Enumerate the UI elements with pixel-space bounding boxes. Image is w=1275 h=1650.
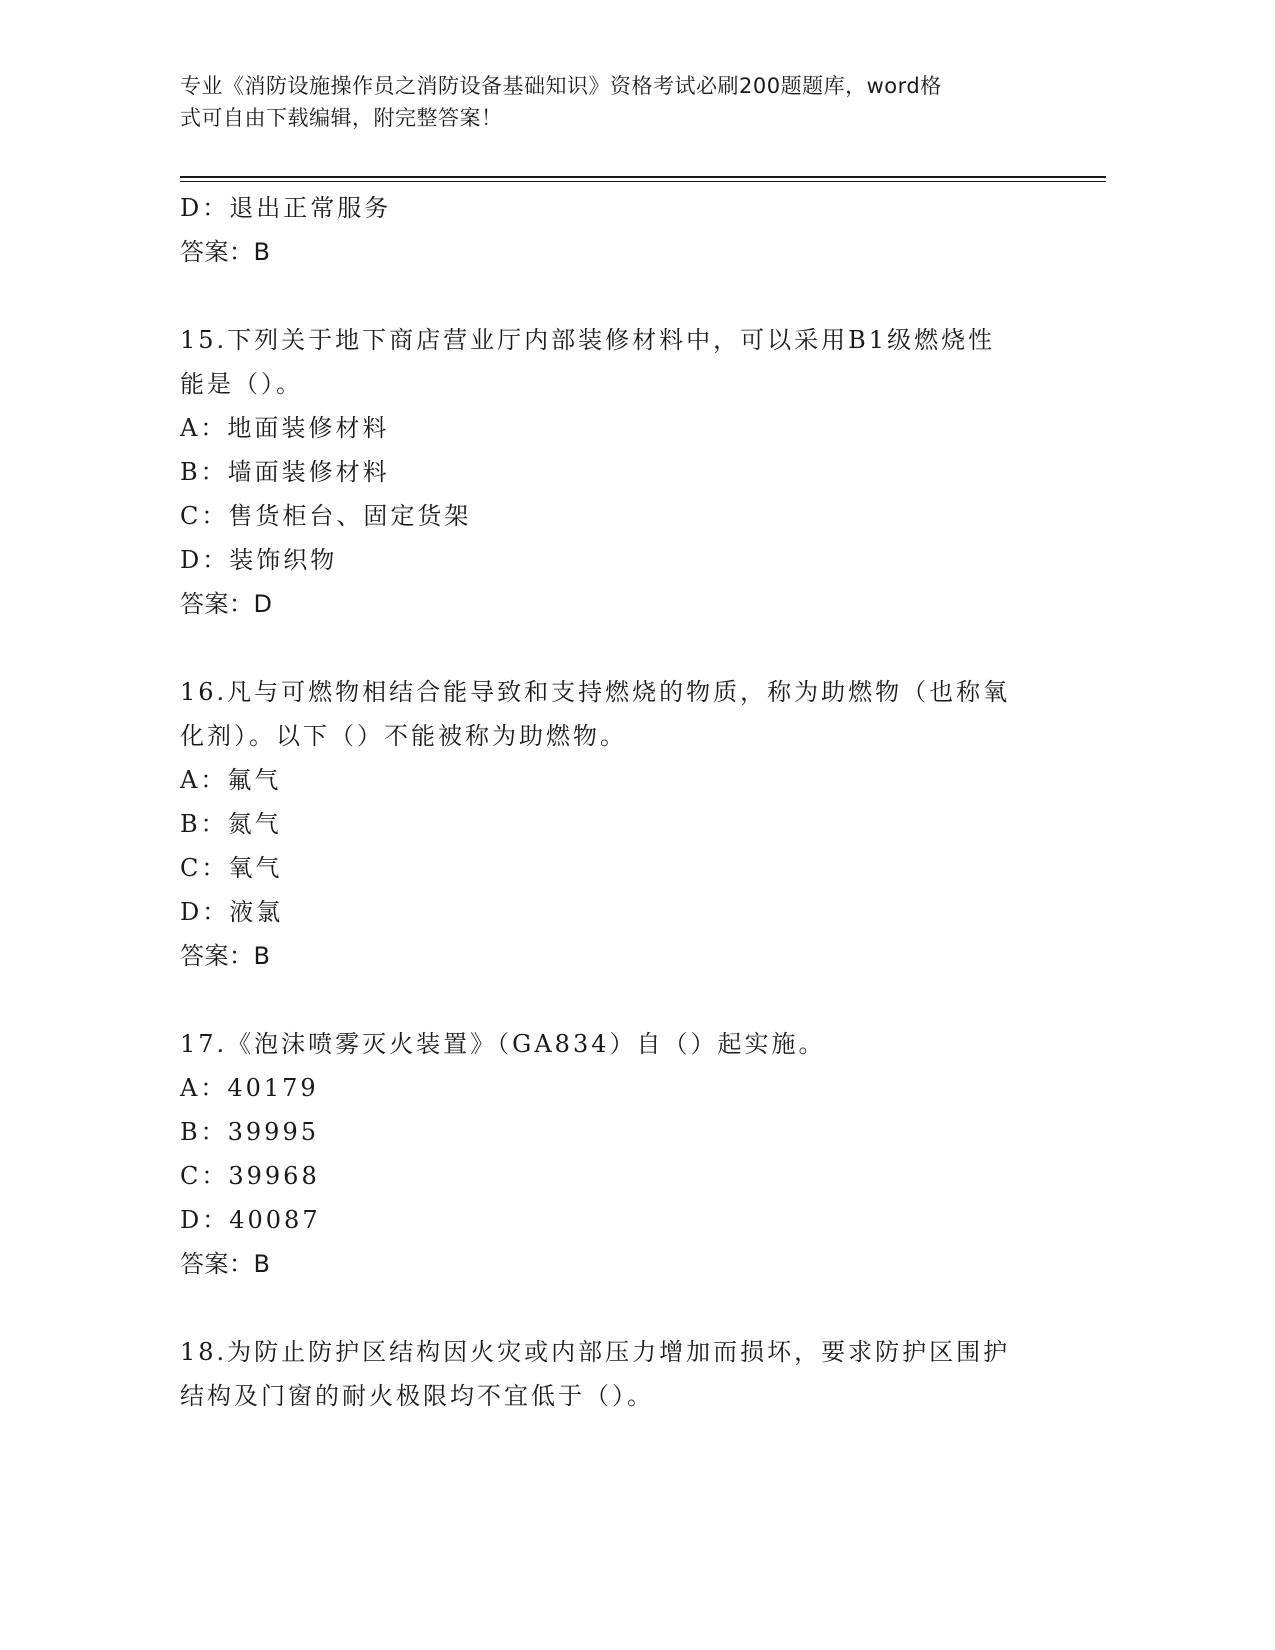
- header-divider-thin: [180, 181, 1106, 182]
- question-stem: 化剂）。以下（）不能被称为助燃物。: [180, 722, 627, 750]
- option-d: D：液氯: [180, 898, 284, 926]
- spacer: [180, 274, 1060, 318]
- question-stem: 结构及门窗的耐火极限均不宜低于（）。: [180, 1382, 654, 1410]
- option-a: A：40179: [180, 1074, 319, 1102]
- document-body: [180, 186, 1060, 1418]
- answer: 答案：D: [180, 590, 273, 618]
- option-c: C：售货柜台、固定货架: [180, 502, 472, 530]
- question-16: [180, 670, 1060, 978]
- answer: 答案：B: [180, 942, 271, 970]
- spacer: [180, 978, 1060, 1022]
- question-15: [180, 318, 1060, 626]
- question-stem: 18.为防止防护区结构因火灾或内部压力增加而损坏，要求防护区围护: [180, 1338, 1011, 1366]
- option-b: B：墙面装修材料: [180, 458, 390, 486]
- prev-answer: 答案：B: [180, 238, 271, 266]
- question-stem: 15.下列关于地下商店营业厅内部装修材料中，可以采用B1级燃烧性: [180, 326, 996, 354]
- option-b: B：39995: [180, 1118, 319, 1146]
- header-line-2: 式可自由下载编辑，附完整答案！: [180, 106, 503, 130]
- option-d: D：装饰织物: [180, 546, 338, 574]
- option-b: B：氮气: [180, 810, 282, 838]
- question-18: [180, 1330, 1060, 1418]
- option-a: A：氟气: [180, 766, 282, 794]
- spacer: [180, 1286, 1060, 1330]
- header-divider-thick: [180, 176, 1106, 178]
- question-stem: 17.《泡沫喷雾灭火装置》（GA834）自（）起实施。: [180, 1030, 826, 1058]
- question-17: [180, 1022, 1060, 1286]
- question-stem: 16.凡与可燃物相结合能导致和支持燃烧的物质，称为助燃物（也称氧: [180, 678, 1011, 706]
- page-header: [180, 70, 1040, 134]
- header-line-1: 专业《消防设施操作员之消防设备基础知识》资格考试必刷200题题库，word格: [180, 74, 942, 98]
- option-c: C：氧气: [180, 854, 283, 882]
- answer: 答案：B: [180, 1250, 271, 1278]
- option-a: A：地面装修材料: [180, 414, 390, 442]
- spacer: [180, 626, 1060, 670]
- option-d: D：40087: [180, 1206, 321, 1234]
- question-stem: 能是（）。: [180, 370, 303, 398]
- option-c: C：39968: [180, 1162, 320, 1190]
- prev-option-d: D：退出正常服务: [180, 194, 392, 222]
